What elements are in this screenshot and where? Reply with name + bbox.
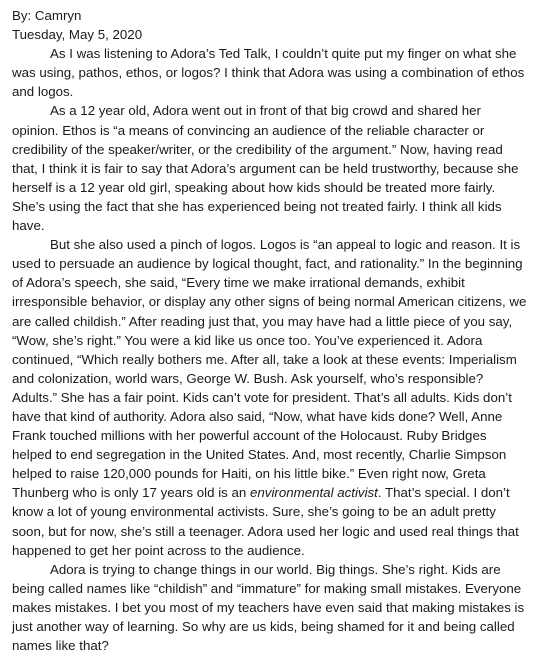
date-line: Tuesday, May 5, 2020 [12, 27, 143, 43]
paragraph-logos-text-start: But she also used a pinch of logos. Logos is “an appeal to logic and reason. It is used to persuade an audience by logical thought, fact, and rationality.” In the beginning of Adora’s speech, she said, “Every time we make irrational demands, exhibit irresponsible behavior, or display any other signs of being normal American citizens, we are called childish.” After reading just that, you may have had a little piece of you say, “Wow, she’s right.” You were a kid like us once too. You’ve experienced it. Adora continued, “Which really bothers me. After all, take a look at these events: Imperialism and colonization, world wars, George W. Bush. Ask yourself, who’s responsible? Adults.” She has a fair point. Kids can’t vote for president. That’s all adults. Kids don’t have that kind of authority. Adora also said, “Now, what have kids done? Well, Anne Frank touched millions with her powerful account of the Holocaust. Ruby Bridges helped to end segregation in the United States. And, most recently, Charlie Simpson helped to raise 120,000 pounds for Haiti, on his little bike.” Even right now, Greta Thunberg who is only 17 years old is an [12, 237, 527, 501]
paragraph-ethos: As a 12 year old, Adora went out in front of that big crowd and shared her opinion. Ethos is “a means of convincing an audience of the reliable character or credibility of the speaker/writer, or the credibility of the argument.” Now, having read that, I think it is fair to say that Adora’s argument can be held trustworthy, because she herself is a 12 year old girl, speaking about how kids should be treated more fairly. She’s using the fact that she has experienced being not treated fairly. I think all kids have. [12, 103, 519, 234]
paragraph-intro: As I was listening to Adora’s Ted Talk, I couldn’t quite put my finger on what she was using, pathos, ethos, or logos? I think that Adora was using a combination of ethos and logos. [12, 46, 525, 100]
paragraph-logos-text-end: . That’s special. I don’t know a lot of young environmental activists. Sure, she’s going to be an adult pretty soon, but for now, she’s still a teenager. Adora used her logic and used real things that happened to get her point across to the audience. [12, 485, 519, 558]
emphasized-phrase: environmental activist [250, 485, 378, 501]
paragraph-conclusion: Adora is trying to change things in our world. Big things. She’s right. Kids are being called names like “childish” and “immature” for making small mistakes. Everyone makes mistakes. I bet you most of my teachers have even said that making mistakes is just another way of learning. So why are us kids, being shamed for it and being called names like that? [12, 561, 525, 654]
byline: By: Camryn [12, 8, 82, 23]
paragraph-logos [12, 235, 528, 560]
